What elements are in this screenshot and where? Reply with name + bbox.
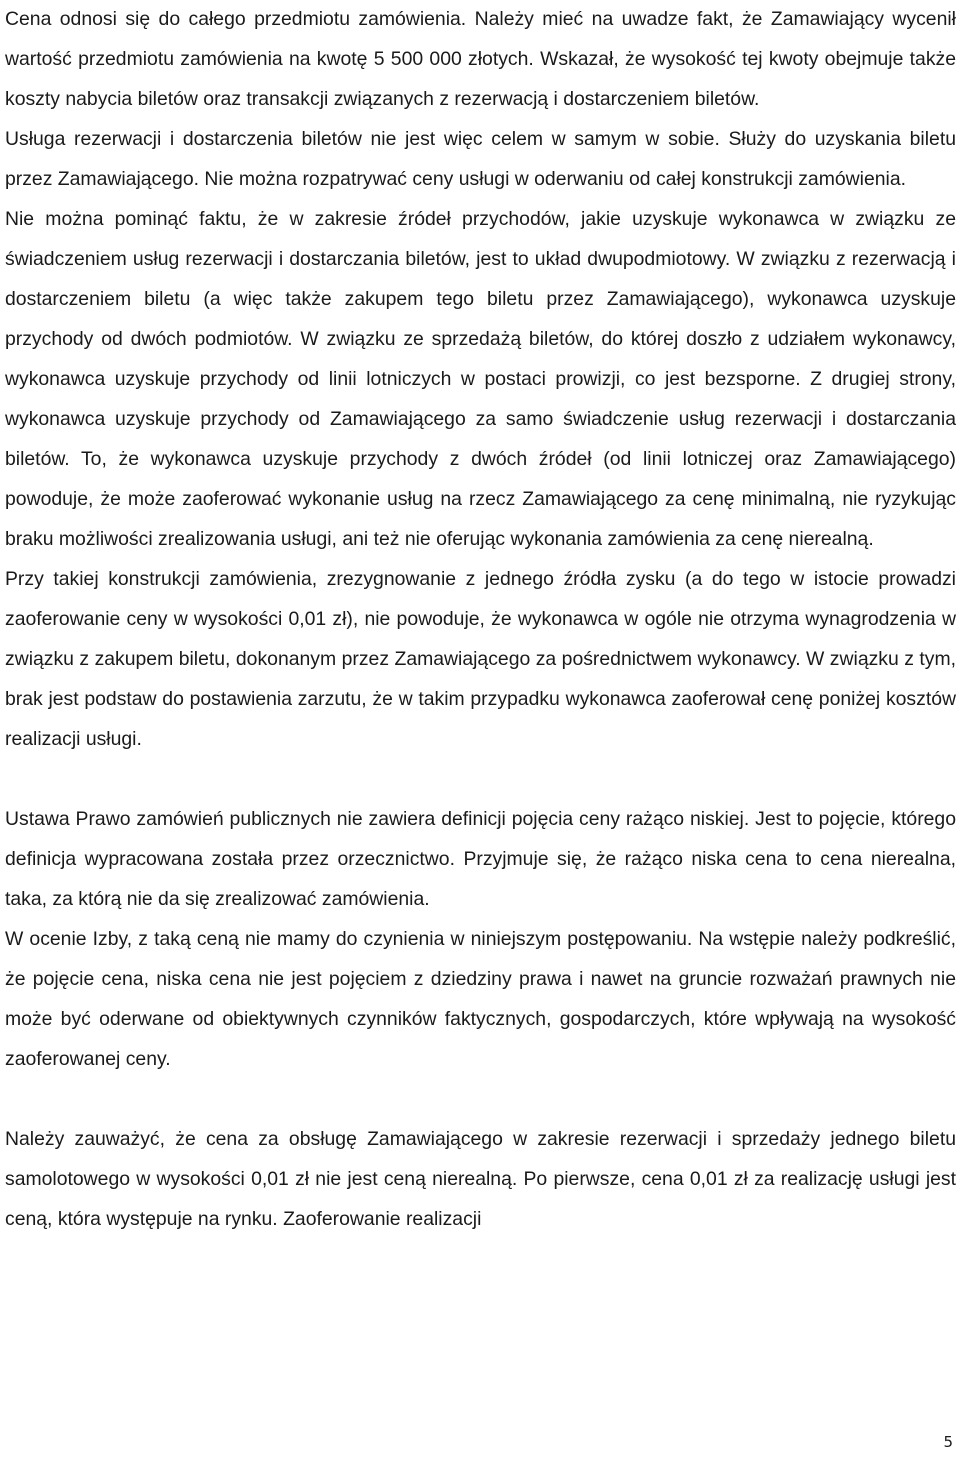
page-number: 5 xyxy=(943,1433,953,1451)
paragraph-spacer xyxy=(5,1079,956,1119)
paragraph-price-scope: Cena odnosi się do całego przedmiotu zamówienia. Należy mieć na uwadze fakt, że Zamawiający wycenił wartość przedmiotu zamówienia na kwotę 5 500 000 złotych. Wskazał, że wysokość tej kwoty obejmuje także koszty nabycia biletów oraz transakcji związanych z rezerwacją i dostarczeniem biletów. xyxy=(5,8,956,110)
paragraph-service-purpose: Usługa rezerwacji i dostarczenia biletów nie jest więc celem w samym w sobie. Służy do uzyskania biletu przez Zamawiającego. Nie można rozpatrywać ceny usługi w oderwaniu od całej konstrukcji zamówienia. xyxy=(5,128,956,190)
paragraph-market-price: Należy zauważyć, że cena za obsługę Zamawiającego w zakresie rezerwacji i sprzedaży jednego biletu samolotowego w wysokości 0,01 zł nie jest ceną nierealną. Po pierwsze, cena 0,01 zł za realizację usługi jest ceną, która występuje na rynku. Zaoferowanie realizacji xyxy=(5,1128,956,1230)
paragraph-contract-structure: Przy takiej konstrukcji zamówienia, zrezygnowanie z jednego źródła zysku (a do tego w istocie prowadzi zaoferowanie ceny w wysokości 0,01 zł), nie powoduje, że wykonawca w ogóle nie otrzyma wynagrodzenia w związku z zakupem biletu, dokonanym przez Zamawiającego za pośrednictwem wykonawcy. W związku z tym, brak jest podstaw do postawienia zarzutu, że w takim przypadku wykonawca zaoferował cenę poniżej kosztów realizacji usługi. xyxy=(5,568,956,750)
paragraph-spacer xyxy=(5,759,956,799)
paragraph-chamber-assessment: W ocenie Izby, z taką ceną nie mamy do czynienia w niniejszym postępowaniu. Na wstępie należy podkreślić, że pojęcie cena, niska cena nie jest pojęciem z dziedziny prawa i nawet na gruncie rozważań prawnych nie może być oderwane od obiektywnych czynników faktycznych, gospodarczych, które wpływają na wysokość zaoferowanej ceny. xyxy=(5,928,956,1070)
paragraph-revenue-sources: Nie można pominąć faktu, że w zakresie źródeł przychodów, jakie uzyskuje wykonawca w związku ze świadczeniem usług rezerwacji i dostarczania biletów, jest to układ dwupodmiotowy. W związku z rezerwacją i dostarczeniem biletu (a więc także zakupem tego biletu przez Zamawiającego), wykonawca uzyskuje przychody od dwóch podmiotów. W związku ze sprzedażą biletów, do której doszło z udziałem wykonawcy, wykonawca uzyskuje przychody od linii lotniczych w postaci prowizji, co jest bezsporne. Z drugiej strony, wykonawca uzyskuje przychody od Zamawiającego za samo świadczenie usług rezerwacji i dostarczania biletów. To, że wykonawca uzyskuje przychody z dwóch źródeł (od linii lotniczej oraz Zamawiającego) powoduje, że może zaoferować wykonanie usług na rzecz Zamawiającego za cenę minimalną, nie ryzykując braku możliwości zrealizowania usługi, ani też nie oferując wykonania zamówienia za cenę nierealną. xyxy=(5,208,956,550)
paragraph-abnormally-low-price-definition: Ustawa Prawo zamówień publicznych nie zawiera definicji pojęcia ceny rażąco niskiej. Jest to pojęcie, którego definicja wypracowana została przez orzecznictwo. Przyjmuje się, że rażąco niska cena to cena nierealna, taka, za którą nie da się zrealizować zamówienia. xyxy=(5,808,956,910)
